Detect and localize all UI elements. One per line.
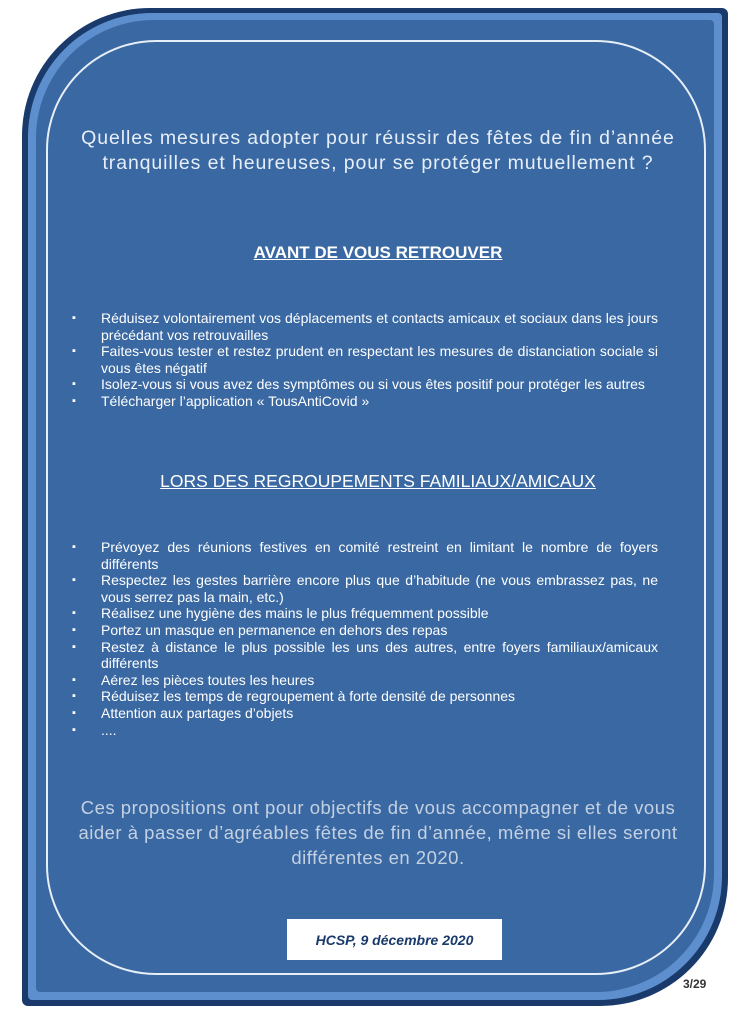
list-item: ▪ Prévoyez des réunions festives en comité restreint en limitant le nombre de foyers différents bbox=[72, 539, 658, 572]
bullet-icon: ▪ bbox=[72, 607, 76, 620]
bullet-icon: ▪ bbox=[72, 541, 76, 553]
list-item: ▪ Télécharger l’application « TousAntiCovid » bbox=[72, 392, 370, 409]
signature-label: HCSP, 9 décembre 2020 bbox=[287, 919, 502, 960]
page-number: 3/29 bbox=[683, 977, 707, 991]
bullet-icon: ▪ bbox=[72, 394, 76, 407]
list-before-meeting bbox=[72, 310, 658, 410]
bullet-icon: ▪ bbox=[72, 640, 76, 653]
bullet-icon: ▪ bbox=[72, 673, 76, 686]
closing-statement: Ces propositions ont pour objectifs de vous accompagner et de vous aider à passer d’agréables fêtes de fin d’année, même si elles seront différentes en 2020. bbox=[78, 797, 678, 868]
list-item: ▪ Réalisez une hygiène des mains le plus fréquemment possible bbox=[72, 605, 489, 622]
bullet-icon: ▪ bbox=[72, 723, 76, 736]
bullet-icon: ▪ bbox=[72, 345, 76, 358]
bullet-icon: ▪ bbox=[72, 574, 76, 587]
bullet-icon: ▪ bbox=[72, 690, 76, 703]
list-item: ▪ Restez à distance le plus possible les uns des autres, entre foyers familiaux/amicaux différents bbox=[72, 638, 658, 672]
list-item: ▪ Aérez les pièces toutes les heures bbox=[72, 671, 315, 688]
bullet-icon: ▪ bbox=[72, 706, 76, 719]
list-item: ▪ Respectez les gestes barrière encore plus que d’habitude (ne vous embrassez pas, ne vous serrez pas la main, etc.) bbox=[72, 572, 658, 605]
list-gatherings bbox=[72, 539, 658, 738]
list-item: ▪ Portez un masque en permanence en dehors des repas bbox=[72, 621, 448, 638]
bullet-icon: ▪ bbox=[72, 312, 76, 324]
list-item: ▪ .... bbox=[72, 721, 117, 738]
list-item: ▪ Réduisez volontairement vos déplacements et contacts amicaux et sociaux dans les jours précédant vos retrouvailles bbox=[72, 310, 658, 343]
list-item: ▪ Attention aux partages d’objets bbox=[72, 704, 294, 721]
section-title-before: AVANT DE VOUS RETROUVER bbox=[253, 243, 503, 262]
bullet-icon: ▪ bbox=[72, 378, 76, 391]
list-item: ▪ Faites-vous tester et restez prudent en respectant les mesures de distanciation sociale si vous êtes négatif bbox=[72, 343, 658, 376]
list-item: ▪ Réduisez les temps de regroupement à forte densité de personnes bbox=[72, 688, 516, 705]
main-question-heading: Quelles mesures adopter pour réussir des fêtes de fin d’année tranquilles et heureuses, pour se protéger mutuellement ? bbox=[81, 127, 675, 174]
list-item: ▪ Isolez-vous si vous avez des symptômes ou si vous êtes positif pour protéger les autres bbox=[72, 376, 645, 393]
bullet-icon: ▪ bbox=[72, 623, 76, 636]
section-title-gatherings: LORS DES REGROUPEMENTS FAMILIAUX/AMICAUX bbox=[160, 471, 596, 491]
